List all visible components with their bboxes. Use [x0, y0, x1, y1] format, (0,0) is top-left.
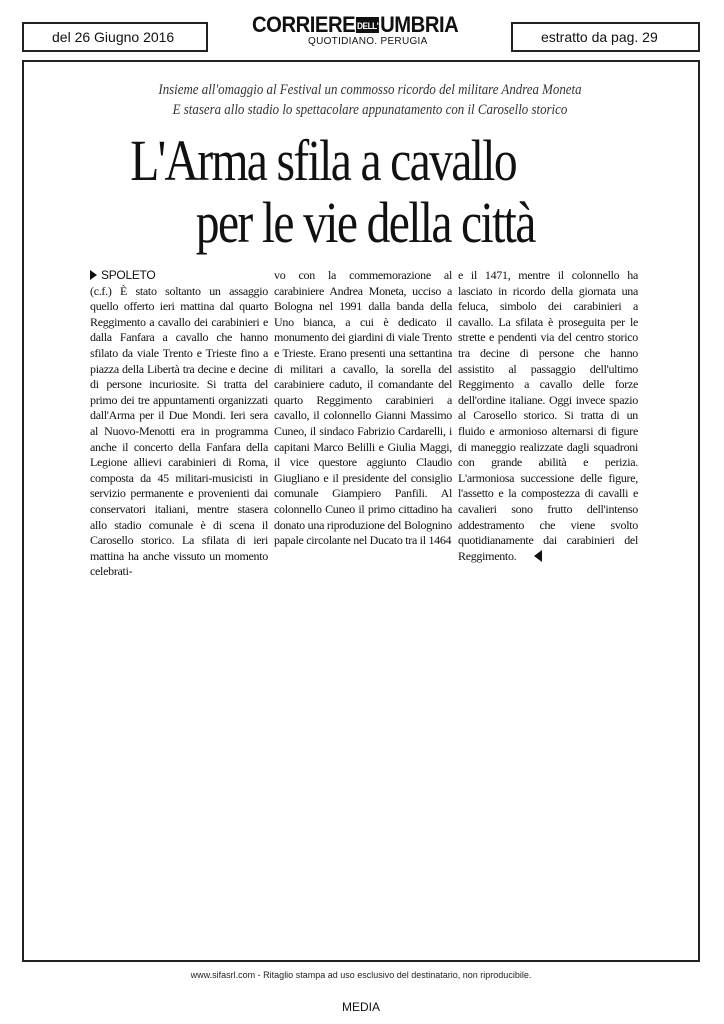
article-column-2: [274, 268, 452, 549]
newspaper-masthead: [252, 12, 470, 52]
headline-line-2: per le vie della città: [195, 190, 535, 255]
date-label: del 26 Giugno 2016: [52, 29, 175, 45]
column-2-text: vo con la commemorazione al carabiniere Andrea Moneta, ucciso a Bologna nel 1991 dalla banda della Uno bianca, a cui è dedicato il monumento dei giardini di viale Trento e Trieste. Erano presenti una settantina di militari a cavallo, la sorella del carabiniere caduto, il comandante del quarto Reggimento carabinieri a cavallo, il colonnello Gianni Massimo Cuneo, il sindaco Fabrizio Cardarelli, i capitani Marco Belilli e Giulia Maggi, il vice questore aggiunto Claudio Giugliano e il presidente del consiglio comunale Giampiero Panfili. Al colonnello Cuneo il primo cittadino ha donato una riproduzione del Bolognino papale circolante nel Ducato tra il 1464: [274, 268, 452, 548]
article-column-3: [458, 268, 638, 564]
footer-disclaimer: www.sifasrl.com - Ritaglio stampa ad uso esclusivo del destinatario, non riproducibile.: [190, 970, 532, 980]
kicker-line-1: Insieme all'omaggio al Festival un commosso ricordo del militare Andrea Moneta: [158, 82, 582, 98]
article-headline: [40, 130, 700, 254]
column-1-text: (c.f.) È stato soltanto un assaggio quello offerto ieri mattina dal quarto Reggimento a cavallo dei carabinieri e dalla Fanfara a cavallo che hanno sfilato da viale Trento e Trieste fino a piazza della Libertà tra decine e decine di persone incuriosite. Si tratta del primo dei tre appuntamenti organizzati dall'Arma per il Due Mondi. Ieri sera al Nuovo-Menotti era in programma anche il concerto della Fanfara della Legione allievi carabinieri di Roma, composta da 45 militari-musicisti in servizio permanente e provenienti dai conservatori italiani, mentre stasera allo stadio comunale è di scena il Carosello storico. La sfilata di ieri mattina ha anche vissuto un momento celebrati-: [90, 283, 268, 579]
column-3-text: e il 1471, mentre il colonnello ha lasciato in ricordo della giornata una feluca, simbolo dei carabinieri a cavallo. La sfilata è proseguita per le strette e pendenti via del centro storico tra decine di persone che hanno assistito al passaggio dell'ultimo Reggimento a cavallo delle forze dell'ordine italiane. Oggi invece spazio al Carosello storico. Si tratta di un fluido e armonioso alternarsi di figure di maneggio realizzate dagli squadroni con grande abilità e perizia. L'armoniosa successione delle figure, l'assetto e la compostezza di cavalli e cavalieri sono frutto dell'intenso addestramento che viene svolto quotidianamente dai carabinieri del Reggimento.: [458, 268, 638, 563]
kicker-line-2: E stasera allo stadio lo spettacolare appunatamento con il Carosello storico: [172, 102, 568, 118]
article-column-1: [90, 268, 268, 580]
footer-section: MEDIA: [341, 1000, 380, 1014]
page-ref-box: [511, 22, 700, 52]
arrow-right-icon: [90, 270, 97, 280]
article-kicker: [103, 80, 636, 120]
masthead-left: CORRIERE: [252, 12, 356, 37]
masthead-logo: [252, 12, 459, 38]
masthead-right: UMBRIA: [380, 12, 459, 37]
headline-line-1: L'Arma sfila a cavallo: [130, 128, 517, 193]
location-label: [90, 268, 268, 284]
page-ref-label: estratto da pag. 29: [541, 29, 658, 45]
location-text: SPOLETO: [101, 268, 156, 282]
masthead-subtitle: QUOTIDIANO. PERUGIA: [308, 36, 428, 47]
date-box: [22, 22, 208, 52]
end-mark-icon: [534, 550, 542, 562]
masthead-mid: DELL': [356, 17, 379, 33]
